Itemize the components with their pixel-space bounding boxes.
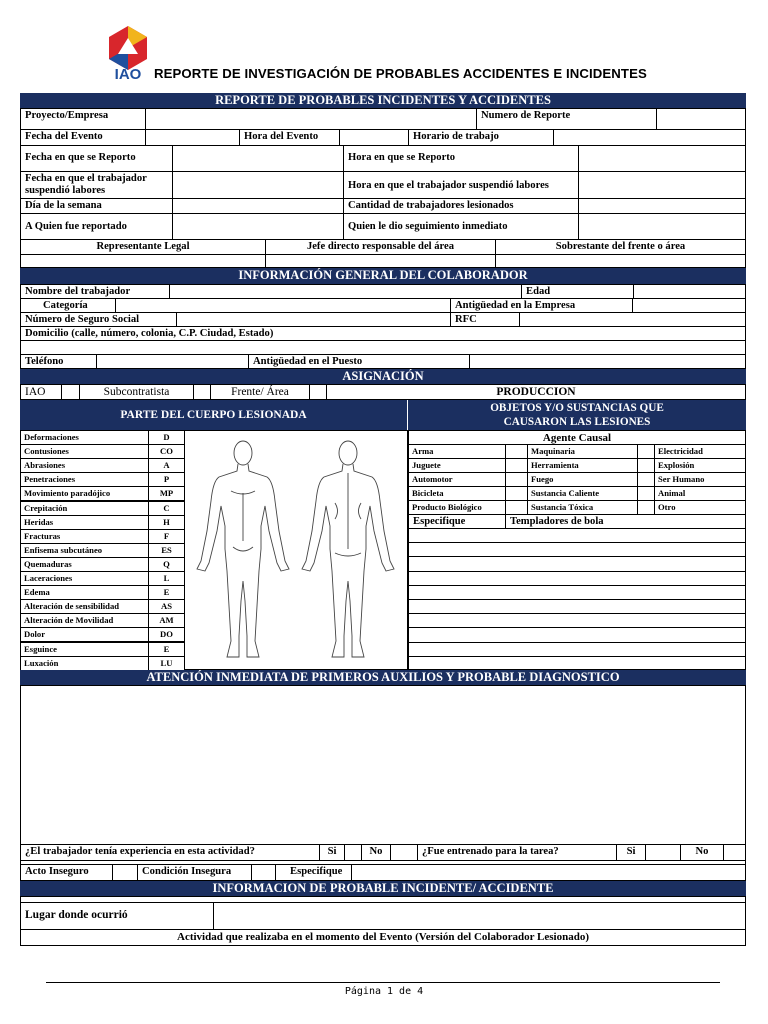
body-diagram [185, 431, 407, 669]
page-number: Página 1 de 4 [344, 986, 424, 997]
agent-label: Explosión [654, 458, 746, 473]
injury-code[interactable]: P [148, 472, 185, 487]
iao-label: IAO [20, 384, 62, 400]
injury-label: Alteración de Movilidad [20, 613, 149, 628]
hora-reporto-label: Hora en que se Reporto [343, 145, 579, 172]
injury-label: Movimiento paradójico [20, 486, 149, 501]
document-title: REPORTE DE INVESTIGACIÓN DE PROBABLES ACCIDENTES E INCIDENTES [154, 66, 647, 81]
numero-reporte-field[interactable] [656, 108, 746, 130]
agent-checkbox[interactable] [505, 444, 528, 459]
lugar-field[interactable] [213, 902, 746, 930]
agent-checkbox[interactable] [637, 486, 655, 501]
objetos-blank-row[interactable] [408, 542, 746, 557]
injury-code[interactable]: AM [148, 613, 185, 628]
cantidad-lesionados-label: Cantidad de trabajadores lesionados [343, 198, 579, 214]
injury-code[interactable]: A [148, 458, 185, 473]
agent-label: Ser Humano [654, 472, 746, 487]
agent-checkbox[interactable] [505, 486, 528, 501]
injury-code[interactable]: L [148, 571, 185, 586]
agent-checkbox[interactable] [505, 472, 528, 487]
logo-text: IAO [114, 66, 142, 80]
agent-label: Arma [408, 444, 506, 459]
objetos-blank-row[interactable] [408, 656, 746, 670]
lugar-label: Lugar donde ocurrió [20, 902, 214, 930]
especifique-label: Especifique [408, 514, 506, 529]
body-front-icon [197, 441, 289, 657]
section-asignacion-header: ASIGNACIÓN [20, 369, 746, 384]
antiguedad-empresa-label: Antigüedad en la Empresa [450, 298, 633, 313]
agent-label: Automotor [408, 472, 506, 487]
numero-reporte-label: Numero de Reporte [476, 108, 657, 130]
injury-label: Alteración de sensibilidad [20, 599, 149, 614]
edad-field[interactable] [633, 284, 746, 299]
agent-label: Juguete [408, 458, 506, 473]
hora-reporto-field[interactable] [578, 145, 746, 172]
a-quien-label: A Quien fue reportado [20, 213, 173, 240]
agent-label: Otro [654, 500, 746, 515]
injury-code[interactable]: Q [148, 557, 185, 572]
a-quien-field[interactable] [172, 213, 344, 240]
objetos-blank-row[interactable] [408, 599, 746, 614]
proyecto-label: Proyecto/Empresa [20, 108, 146, 130]
rep-legal-field[interactable] [20, 254, 266, 268]
especifique-acto-field[interactable] [351, 864, 746, 881]
fecha-evento-field[interactable] [145, 129, 240, 146]
subcontratista-checkbox[interactable] [193, 384, 211, 400]
atencion-textarea[interactable] [20, 685, 746, 845]
horario-trabajo-field[interactable] [553, 129, 746, 146]
injury-label: Quemaduras [20, 557, 149, 572]
nss-field[interactable] [176, 312, 451, 327]
objetos-blank-row[interactable] [408, 571, 746, 586]
antiguedad-empresa-field[interactable] [632, 298, 746, 313]
injury-label: Contusiones [20, 444, 149, 459]
injury-code[interactable]: E [148, 585, 185, 600]
injury-code[interactable]: F [148, 529, 185, 544]
experiencia-no-checkbox[interactable] [390, 844, 418, 861]
agent-label: Sustancia Tóxica [527, 500, 638, 515]
injury-label: Crepitación [20, 501, 149, 516]
section-incidente-header: INFORMACION DE PROBABLE INCIDENTE/ ACCIDENTE [20, 881, 746, 897]
rfc-label: RFC [450, 312, 520, 327]
especifique-acto-label: Especifique [275, 864, 352, 881]
objetos-blank-row[interactable] [408, 613, 746, 628]
frente-label: Frente/ Área [210, 384, 310, 400]
entrenado-no-label: No [680, 844, 724, 861]
agent-checkbox[interactable] [637, 458, 655, 473]
experiencia-label: ¿El trabajador tenía experiencia en esta actividad? [20, 844, 320, 861]
injury-code[interactable]: CO [148, 444, 185, 459]
quien-seguimiento-field[interactable] [578, 213, 746, 240]
rep-legal-label: Representante Legal [20, 239, 266, 255]
entrenado-si-checkbox[interactable] [645, 844, 681, 861]
objetos-blank-row[interactable] [408, 556, 746, 571]
experiencia-si-checkbox[interactable] [344, 844, 362, 861]
entrenado-no-checkbox[interactable] [723, 844, 746, 861]
categoria-label: Categoría [20, 298, 116, 313]
objetos-blank-row[interactable] [408, 585, 746, 600]
objetos-blank-row[interactable] [408, 528, 746, 543]
injury-code[interactable]: H [148, 515, 185, 530]
antiguedad-puesto-label: Antigüedad en el Puesto [248, 354, 470, 369]
jefe-directo-label: Jefe directo responsable del área [265, 239, 496, 255]
actividad-label: Actividad que realizaba en el momento del Evento (Versión del Colaborador Lesionado) [20, 929, 746, 946]
injury-code[interactable]: MP [148, 486, 185, 501]
condicion-insegura-checkbox[interactable] [251, 864, 276, 881]
edad-label: Edad [521, 284, 634, 299]
body-back-icon [302, 441, 394, 657]
agent-checkbox[interactable] [505, 458, 528, 473]
rfc-field[interactable] [519, 312, 746, 327]
footer-divider [46, 982, 720, 983]
hora-suspendio-field[interactable] [578, 171, 746, 199]
fecha-evento-label: Fecha del Evento [20, 129, 146, 146]
agent-label: Sustancia Caliente [527, 486, 638, 501]
injury-code[interactable]: E [148, 642, 185, 657]
injury-label: Fracturas [20, 529, 149, 544]
injury-label: Enfisema subcutáneo [20, 543, 149, 558]
subcontratista-label: Subcontratista [79, 384, 194, 400]
cantidad-lesionados-field[interactable] [578, 198, 746, 214]
entrenado-label: ¿Fue entrenado para la tarea? [417, 844, 617, 861]
injury-code[interactable]: LU [148, 656, 185, 671]
dia-semana-field[interactable] [172, 198, 344, 214]
quien-seguimiento-label: Quien le dio seguimiento inmediato [343, 213, 579, 240]
injury-label: Esguince [20, 642, 149, 657]
injury-label: Edema [20, 585, 149, 600]
injury-label: Luxación [20, 656, 149, 671]
fecha-suspendio-field[interactable] [172, 171, 344, 199]
acto-inseguro-checkbox[interactable] [112, 864, 138, 881]
sobrestante-field[interactable] [495, 254, 746, 268]
nss-label: Número de Seguro Social [20, 312, 177, 327]
dia-semana-label: Día de la semana [20, 198, 173, 214]
injury-code[interactable]: DO [148, 627, 185, 642]
telefono-label: Teléfono [20, 354, 97, 369]
objetos-blank-row[interactable] [408, 627, 746, 642]
entrenado-si-label: Si [616, 844, 646, 861]
sobrestante-label: Sobrestante del frente o área [495, 239, 746, 255]
proyecto-field[interactable] [145, 108, 477, 130]
hora-evento-field[interactable] [339, 129, 409, 146]
categoria-field[interactable] [115, 298, 451, 313]
agent-label: Electricidad [654, 444, 746, 459]
agent-checkbox[interactable] [505, 500, 528, 515]
agent-label: Animal [654, 486, 746, 501]
agent-label: Bicicleta [408, 486, 506, 501]
agent-checkbox[interactable] [637, 472, 655, 487]
section-cuerpo-header: PARTE DEL CUERPO LESIONADA [20, 400, 407, 430]
frente-checkbox[interactable] [309, 384, 327, 400]
agent-label: Herramienta [527, 458, 638, 473]
condicion-insegura-label: Condición Insegura [137, 864, 252, 881]
iao-checkbox[interactable] [61, 384, 80, 400]
experiencia-si-label: Si [319, 844, 345, 861]
agent-checkbox[interactable] [637, 444, 655, 459]
experiencia-no-label: No [361, 844, 391, 861]
section-objetos-header: OBJETOS Y/O SUSTANCIAS QUE CAUSARON LAS LESIONES [408, 400, 746, 430]
horario-trabajo-label: Horario de trabajo [408, 129, 554, 146]
fecha-suspendio-label: Fecha en que el trabajador suspendió labores [20, 171, 173, 199]
injury-label: Dolor [20, 627, 149, 642]
section-reporte-header: REPORTE DE PROBABLES INCIDENTES Y ACCIDENTES [20, 93, 746, 108]
domicilio-field[interactable] [20, 340, 746, 355]
agent-label: Fuego [527, 472, 638, 487]
agente-causal-label: Agente Causal [408, 430, 746, 445]
acto-inseguro-label: Acto Inseguro [20, 864, 113, 881]
injury-label: Penetraciones [20, 472, 149, 487]
injury-label: Abrasiones [20, 458, 149, 473]
agent-label: Producto Biológico [408, 500, 506, 515]
agent-label: Maquinaria [527, 444, 638, 459]
injury-code[interactable]: AS [148, 599, 185, 614]
injury-label: Deformaciones [20, 430, 149, 445]
fecha-reporto-label: Fecha en que se Reporto [20, 145, 173, 172]
injury-code[interactable]: C [148, 501, 185, 516]
hora-suspendio-label: Hora en que el trabajador suspendió labores [343, 171, 579, 199]
telefono-field[interactable] [96, 354, 249, 369]
nombre-label: Nombre del trabajador [20, 284, 170, 299]
nombre-field[interactable] [169, 284, 522, 299]
section-colaborador-header: INFORMACIÓN GENERAL DEL COLABORADOR [20, 268, 746, 284]
agent-checkbox[interactable] [637, 500, 655, 515]
produccion-value: PRODUCCION [326, 384, 746, 400]
iao-logo [104, 24, 152, 80]
jefe-directo-field[interactable] [265, 254, 496, 268]
injury-code[interactable]: D [148, 430, 185, 445]
objetos-blank-row[interactable] [408, 642, 746, 657]
especifique-value[interactable]: Templadores de bola [505, 514, 746, 529]
fecha-reporto-field[interactable] [172, 145, 344, 172]
hora-evento-label: Hora del Evento [239, 129, 340, 146]
antiguedad-puesto-field[interactable] [469, 354, 746, 369]
domicilio-label: Domicilio (calle, número, colonia, C.P. Ciudad, Estado) [20, 326, 746, 341]
injury-label: Heridas [20, 515, 149, 530]
injury-label: Laceraciones [20, 571, 149, 586]
injury-code[interactable]: ES [148, 543, 185, 558]
section-atencion-header: ATENCIÓN INMEDIATA DE PRIMEROS AUXILIOS Y PROBABLE DIAGNOSTICO [20, 670, 746, 685]
